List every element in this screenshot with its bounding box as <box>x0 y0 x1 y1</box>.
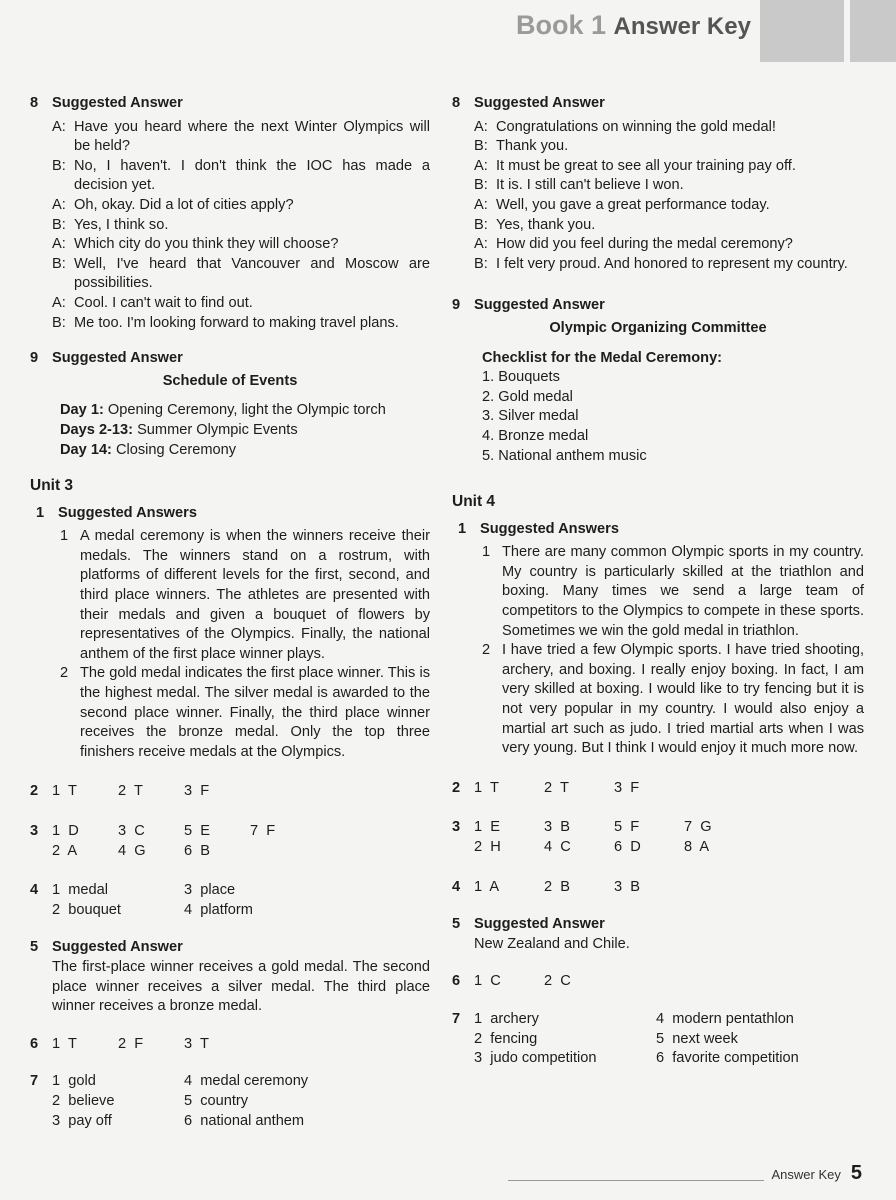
numbered-answer <box>60 527 430 664</box>
answer-cell: 6 favorite competition <box>656 1050 799 1067</box>
dialogue-text: Which city do you think they will choose? <box>74 236 339 253</box>
answer-row: 6 1 T 2 F 3 T <box>30 1035 430 1055</box>
answer-cell: 1 medal <box>52 882 108 899</box>
schedule-event: Opening Ceremony, light the Olympic torch <box>103 402 386 419</box>
answer-cell: 1 C <box>474 973 501 990</box>
left-column <box>30 94 430 1131</box>
answer-cell: 4 C <box>544 839 571 855</box>
answer-cell: 2 believe <box>52 1092 115 1109</box>
checklist-title: Checklist for the Medal Ceremony: <box>482 349 723 366</box>
dialogue-line <box>52 294 430 314</box>
dialogue-text: Congratulations on winning the gold medal! <box>496 118 776 135</box>
schedule-day: Days 2-13: <box>60 421 134 438</box>
dialogue-line <box>52 118 430 157</box>
numbered-answer <box>60 664 430 762</box>
speaker-label: A: <box>474 196 488 213</box>
item-number: 1 <box>60 528 69 545</box>
dialogue-line <box>474 196 864 216</box>
checklist-item: 5. National anthem music <box>482 447 647 464</box>
dialogue-text: How did you feel during the medal ceremony? <box>496 236 793 253</box>
speaker-label: A: <box>474 157 488 174</box>
answer-cell: 3 C <box>118 823 145 839</box>
answer-row: 2 1 T 2 T 3 F <box>30 782 430 802</box>
footer-rule <box>508 1180 764 1181</box>
checklist-item: 2. Gold medal <box>482 388 573 405</box>
item-number: 2 <box>60 665 69 682</box>
answer-cell: 5 F <box>614 819 640 836</box>
page-header <box>516 10 751 41</box>
answer-row: 3 1 D 3 C 5 E 7 F 2 A 4 G 6 B <box>30 822 430 861</box>
unit-heading: Unit 4 <box>452 493 496 511</box>
dialogue <box>474 118 864 275</box>
speaker-label: A: <box>52 294 66 311</box>
dialogue-text: Yes, I think so. <box>74 216 169 233</box>
schedule-list <box>60 401 430 460</box>
answer-cell: 2 bouquet <box>52 901 121 918</box>
speaker-label: B: <box>474 138 488 155</box>
section-heading: 1 Suggested Answers <box>458 520 619 537</box>
answer-cell: 3 F <box>614 779 640 796</box>
answer-cell: 8 A <box>684 839 710 855</box>
answer-cell: 2 T <box>118 783 143 800</box>
dialogue-line <box>52 255 430 294</box>
dialogue-text: Thank you. <box>496 138 569 155</box>
schedule-day: Day 1: <box>60 402 104 419</box>
dialogue-text: Cool. I can't wait to find out. <box>74 294 253 311</box>
numbered-answer <box>482 543 864 641</box>
speaker-label: B: <box>52 157 66 174</box>
item-text: The gold medal indicates the first place winner. This is the highest medal. The silver medal is awarded to the second place winner. Finally, the third place winner receives the bronze medal. Only the top three finishers receive medals at the Olympics. <box>80 665 430 760</box>
dialogue-line <box>52 157 430 196</box>
section-heading: 8 Suggested Answer <box>30 95 183 111</box>
header-title: Answer Key <box>613 13 751 40</box>
dialogue-text: Me too. I'm looking forward to making travel plans. <box>74 314 399 331</box>
dialogue-text: Well, you gave a great performance today. <box>496 196 770 213</box>
dialogue-text: Have you heard where the next Winter Olympics will be held? <box>74 118 430 155</box>
checklist-item: 1. Bouquets <box>482 369 560 386</box>
schedule-item <box>60 401 430 421</box>
answer-cell: 6 B <box>184 842 210 859</box>
section-heading: 5 Suggested Answer <box>30 939 183 956</box>
dialogue-line <box>474 216 864 236</box>
dialogue-line <box>52 314 430 334</box>
speaker-label: B: <box>474 255 488 272</box>
answer-cell: 1 D <box>52 823 79 839</box>
footer-label: Answer Key <box>771 1167 841 1182</box>
answer-cell: 3 place <box>184 882 236 899</box>
section-heading: 9 Suggested Answer <box>30 350 183 367</box>
page-footer <box>772 1162 863 1185</box>
answer-cell: 1 A <box>474 878 500 895</box>
item-text: A medal ceremony is when the winners receive their medals. The winners stand on a rostrum, with platforms of different levels for the first, second, and third place winners. The athletes are presented with their medals and given a bouquet of flowers by representatives of the Olympics. Finally, the national anthem of the first place winner plays. <box>80 528 430 662</box>
answer-cell: 7 F <box>250 823 276 839</box>
section-heading: 5 Suggested Answer <box>452 916 605 933</box>
item-text: I have tried a few Olympic sports. I have tried shooting, archery, and boxing. I really enjoy boxing. In fact, I am very skilled at boxing. I would like to try fencing but it is not very popular in my country. I would also enjoy a martial art such as judo. I tried martial arts when I was very young. But I think I would enjoy it much more now. <box>502 642 864 757</box>
answer-cell: 7 G <box>684 819 712 836</box>
unit-heading: Unit 3 <box>30 477 74 495</box>
numbered-answer <box>482 641 864 759</box>
dialogue-line <box>52 216 430 236</box>
answer-cell: 4 platform <box>184 901 253 918</box>
answer-cell: 2 T <box>544 779 569 796</box>
schedule-event: Closing Ceremony <box>111 441 237 458</box>
speaker-label: B: <box>474 216 488 233</box>
dialogue-text: No, I haven't. I don't think the IOC has made a decision yet. <box>74 157 430 194</box>
org-heading: Olympic Organizing Committee <box>549 319 767 336</box>
answer-cell: 1 archery <box>474 1010 539 1027</box>
answer-cell: 4 medal ceremony <box>184 1073 309 1090</box>
answer-cell: 3 judo competition <box>474 1050 597 1067</box>
item-text: There are many common Olympic sports in my country. My country is particularly skilled at the triathlon and boxing. Many times we send a large team of competitors to the Olympics to compete in these sports. Sometimes we win the gold medal in triathlon. <box>502 544 864 639</box>
dialogue-text: I felt very proud. And honored to represent my country. <box>496 255 848 272</box>
answer-cell: 2 fencing <box>474 1030 538 1047</box>
dialogue-text: Well, I've heard that Vancouver and Moscow are possibilities. <box>74 255 430 292</box>
answer-cell: 5 country <box>184 1092 249 1109</box>
answer-cell: 2 A <box>52 842 78 859</box>
answer-cell: 4 modern pentathlon <box>656 1010 794 1027</box>
dialogue <box>52 118 430 334</box>
answer-cell: 2 C <box>544 973 571 990</box>
answer-cell: 3 F <box>184 783 210 800</box>
answer-cell: 1 T <box>52 783 77 800</box>
answer-cell: 1 gold <box>52 1073 96 1090</box>
dialogue-line <box>52 235 430 255</box>
speaker-label: A: <box>52 118 66 135</box>
schedule-day: Day 14: <box>60 441 112 458</box>
speaker-label: B: <box>52 314 66 331</box>
answer-row: 6 1 C 2 C <box>452 972 864 992</box>
section-heading: 9 Suggested Answer <box>452 297 605 314</box>
header-tab <box>850 0 896 62</box>
answer-cell: 4 G <box>118 842 146 859</box>
schedule-event: Summer Olympic Events <box>133 421 298 438</box>
right-column <box>452 94 864 1069</box>
answer-row: 7 1 archery 4 modern pentathlon 2 fencing 5 next week 3 judo competition 6 favorite competition <box>452 1010 864 1069</box>
dialogue-line <box>474 118 864 138</box>
answer-cell: 2 H <box>474 839 501 855</box>
answer-cell: 3 B <box>544 819 570 836</box>
answer-cell: 2 F <box>118 1035 144 1052</box>
schedule-item <box>60 441 430 461</box>
answer-cell: 1 T <box>474 779 499 796</box>
book-label: Book 1 <box>516 10 607 40</box>
dialogue-text: Yes, thank you. <box>496 216 596 233</box>
answer-list <box>460 543 864 759</box>
answer-cell: 1 T <box>52 1035 77 1052</box>
dialogue-line <box>474 235 864 255</box>
answer-cell: 3 pay off <box>52 1112 112 1129</box>
section-heading: 8 Suggested Answer <box>452 95 605 111</box>
dialogue-text: It must be great to see all your training pay off. <box>496 157 796 174</box>
answer-row: 3 1 E 3 B 5 F 7 G 2 H 4 C 6 D 8 A <box>452 818 864 857</box>
answer-list <box>38 527 430 762</box>
answer-cell: 5 next week <box>656 1030 738 1047</box>
checklist <box>482 349 864 467</box>
dialogue-line <box>474 176 864 196</box>
speaker-label: A: <box>474 118 488 135</box>
answer-cell: 3 T <box>184 1035 209 1052</box>
dialogue-line <box>52 196 430 216</box>
checklist-item: 3. Silver medal <box>482 408 579 425</box>
answer-cell: 1 E <box>474 819 500 836</box>
dialogue-text: It is. I still can't believe I won. <box>496 177 684 194</box>
speaker-label: A: <box>52 236 66 253</box>
speaker-label: B: <box>474 177 488 194</box>
dialogue-text: Oh, okay. Did a lot of cities apply? <box>74 196 294 213</box>
answer-cell <box>250 842 316 862</box>
answer-cell: 3 B <box>614 878 640 895</box>
page-number: 5 <box>850 1162 862 1184</box>
answer-row: 4 1 medal 3 place 2 bouquet 4 platform <box>30 881 430 920</box>
answer-text: New Zealand and Chile. <box>474 935 630 952</box>
answer-row: 7 1 gold 4 medal ceremony 2 believe 5 country 3 pay off 6 national anthem <box>30 1072 430 1131</box>
speaker-label: A: <box>474 236 488 253</box>
schedule-item <box>60 421 430 441</box>
answer-cell: 6 national anthem <box>184 1112 305 1129</box>
checklist-item: 4. Bronze medal <box>482 427 589 444</box>
speaker-label: A: <box>52 196 66 213</box>
speaker-label: B: <box>52 255 66 272</box>
speaker-label: B: <box>52 216 66 233</box>
answer-text: The first-place winner receives a gold medal. The second place winner receives a silver medal. The third place winner receives a bronze medal. <box>52 958 430 1015</box>
header-tab <box>760 0 844 62</box>
item-number: 2 <box>482 642 491 659</box>
section-heading: 1 Suggested Answers <box>36 504 197 521</box>
answer-row: 4 1 A 2 B 3 B <box>452 878 864 898</box>
answer-row: 2 1 T 2 T 3 F <box>452 779 864 799</box>
dialogue-line <box>474 255 864 275</box>
dialogue-line <box>474 157 864 177</box>
answer-cell: 5 E <box>184 823 210 839</box>
answer-cell: 2 B <box>544 878 570 895</box>
dialogue-line <box>474 137 864 157</box>
item-number: 1 <box>482 544 491 561</box>
answer-cell: 6 D <box>614 839 641 855</box>
schedule-heading: Schedule of Events <box>162 372 298 389</box>
